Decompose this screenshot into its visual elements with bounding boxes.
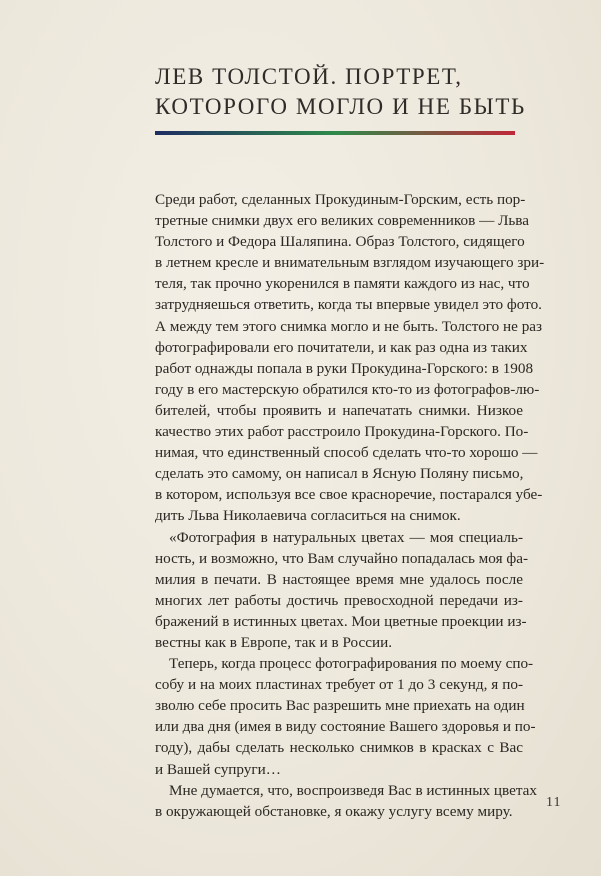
chapter-title-line: ЛЕВ ТОЛСТОЙ. ПОРТРЕТ, [155, 64, 463, 89]
text-line: сделать это самому, он написал в Ясную Поляну письмо, [155, 465, 524, 483]
text-line: «Фотография в натуральных цветах — моя специаль- [169, 528, 523, 546]
text-line: работ однажды попала в руки Прокудина-Горского: в 1908 [155, 359, 534, 377]
text-line: затрудняешься ответить, когда ты впервые увидел это фото. [155, 296, 542, 314]
text-line: в котором, используя все свое красноречие, постарался убе- [155, 486, 543, 504]
chapter-title [155, 62, 575, 122]
body-text [155, 189, 545, 822]
text-line: или два дня (имея в виду состояние Вашего здоровья и по- [155, 718, 536, 736]
text-line: в окружающей обстановке, я окажу услугу всему миру. [155, 802, 513, 820]
text-line: бителей, чтобы проявить и напечатать снимки. Низкое [155, 401, 523, 419]
title-gradient-rule [155, 131, 515, 135]
text-line: дить Льва Николаевича согласиться на снимок. [155, 507, 461, 525]
text-line: бражений в истинных цветах. Мои цветные проекции из- [155, 612, 527, 630]
text-line: третные снимки двух его великих современников — Льва [155, 212, 530, 230]
text-line: милия в печати. В настоящее время мне удалось после [155, 570, 523, 588]
text-line: многих лет работы достичь превосходной передачи из- [155, 591, 523, 609]
text-line: фотографировали его почитатели, и как раз одна из таких [155, 338, 528, 356]
text-line: собу и на моих пластинах требует от 1 до 3 секунд, я по- [155, 676, 523, 694]
chapter-title-line: КОТОРОГО МОГЛО И НЕ БЫТЬ [155, 94, 526, 119]
text-line: Толстого и Федора Шаляпина. Образ Толстого, сидящего [155, 233, 525, 251]
text-line: Теперь, когда процесс фотографирования по моему спо- [169, 655, 534, 673]
text-line: и Вашей супруги… [155, 760, 281, 778]
text-line: ность, и возможно, что Вам случайно попадалась моя фа- [155, 549, 528, 567]
page-number: 11 [546, 795, 562, 810]
text-line: А между тем этого снимка могло и не быть. Толстого не раз [155, 317, 543, 335]
text-line: зволю себе просить Вас разрешить мне приехать на один [155, 697, 525, 715]
text-line: теля, так прочно укоренился в памяти каждого из нас, что [155, 275, 530, 293]
text-line: году в его мастерскую обратился кто-то из фотографов-лю- [155, 380, 540, 398]
text-line: нимая, что единственный способ сделать что-то хорошо — [155, 444, 538, 462]
text-line: Среди работ, сделанных Прокудиным-Горским, есть пор- [155, 191, 526, 208]
text-line: Мне думается, что, воспроизведя Вас в истинных цветах [169, 781, 538, 799]
text-line: в летнем кресле и внимательным взглядом изучающего зри- [155, 254, 545, 272]
text-line: качество этих работ расстроило Прокудина-Горского. По- [155, 423, 529, 441]
text-line: году), дабы сделать несколько снимков в красках с Вас [155, 739, 523, 757]
text-line: вестны как в Европе, так и в России. [155, 633, 393, 651]
